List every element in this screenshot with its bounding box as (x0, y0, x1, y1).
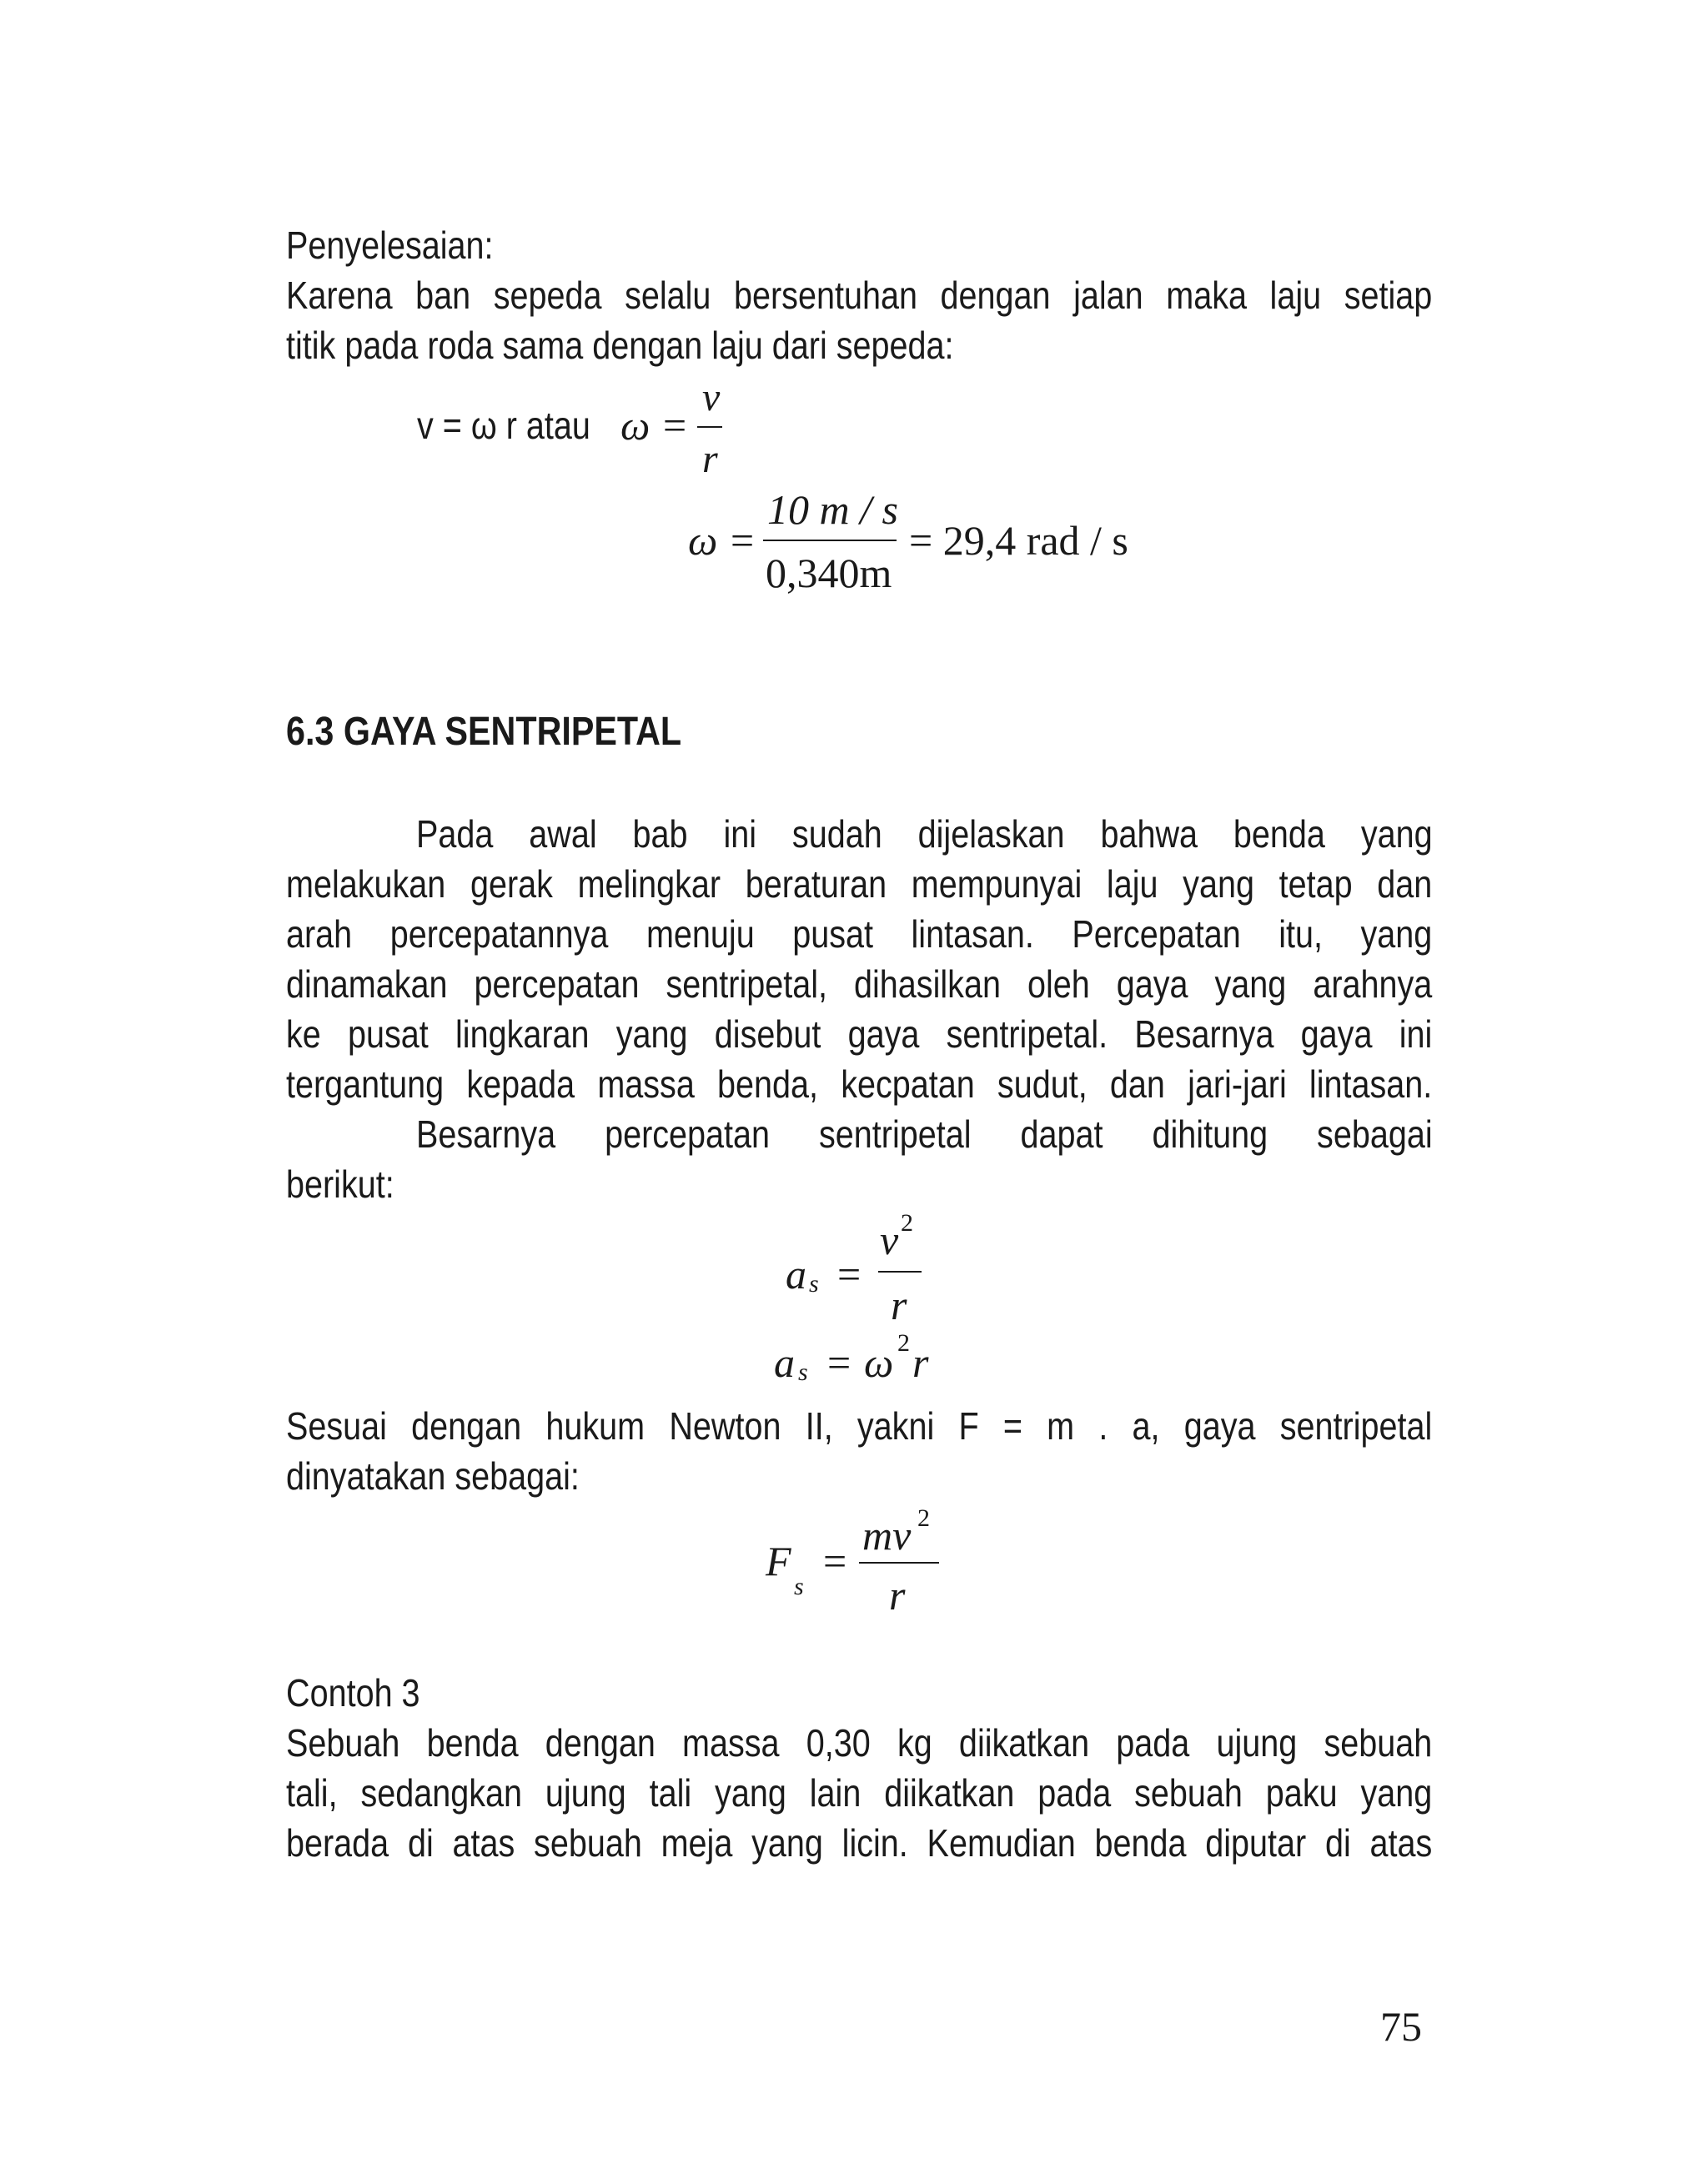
equation-3-numerator-exponent: 2 (901, 1209, 913, 1237)
solution-label: Penyelesaian: (286, 223, 494, 267)
equation-4-lhs: a (774, 1339, 795, 1386)
paragraph-line: melakukan gerak melingkar beraturan mempunyai laju yang tetap dan (286, 862, 1433, 906)
paragraph-line: tergantung kepada massa benda, kecpatan sudut, dan jari-jari lintasan. (286, 1062, 1433, 1106)
solution-text-line-1: Karena ban sepeda selalu bersentuhan dengan jalan maka laju setiap (286, 274, 1433, 317)
page-number: 75 (1380, 2003, 1422, 2050)
equation-3-denominator: r (891, 1282, 907, 1328)
equation-3-lhs: a (786, 1251, 806, 1298)
section-heading: 6.3 GAYA SENTRIPETAL (286, 710, 682, 754)
equation-5-lhs: F (766, 1538, 791, 1584)
example-title: Contoh 3 (286, 1671, 420, 1715)
equation-5-numerator-exponent: 2 (917, 1504, 930, 1532)
equation-1-fraction-bar (697, 426, 722, 428)
equation-2-result: = 29,4 rad / s (909, 517, 1128, 564)
equation-4-subscript: s (798, 1358, 808, 1386)
solution-text-line-2: titik pada roda sama dengan laju dari sepeda: (286, 324, 954, 367)
paragraph-line: Pada awal bab ini sudah dijelaskan bahwa benda yang (416, 812, 1433, 856)
equation-2-lhs: ω = (688, 517, 756, 564)
equation-5-equals: = (823, 1538, 847, 1584)
equation-4-r: r (912, 1339, 929, 1386)
equation-1-lhs: ω = (620, 402, 689, 449)
equation-3-subscript: s (809, 1270, 819, 1298)
equation-2-denominator: 0,340m (766, 550, 892, 596)
newton-text-line-1: Sesuai dengan hukum Newton II, yakni F = m . a, gaya sentripetal (286, 1404, 1433, 1448)
equation-5-subscript: s (794, 1573, 804, 1600)
paragraph-line: ke pusat lingkaran yang disebut gaya sentripetal. Besarnya gaya ini (286, 1012, 1433, 1056)
equation-1-numerator: v (702, 375, 721, 419)
equation-1-text: v = ω r atau (417, 404, 590, 447)
paragraph-line: dinamakan percepatan sentripetal, dihasilkan oleh gaya yang arahnya (286, 962, 1433, 1006)
equation-2-fraction-bar (763, 540, 897, 541)
equation-1-denominator: r (702, 437, 718, 481)
equation-4-omega: ω (864, 1339, 894, 1386)
equation-4-exponent: 2 (897, 1329, 910, 1357)
equation-2-numerator: 10 m / s (767, 486, 898, 533)
example-text-line: tali, sedangkan ujung tali yang lain diikatkan pada sebuah paku yang (286, 1771, 1433, 1815)
paragraph-line: arah percepatannya menuju pusat lintasan. Percepatan itu, yang (286, 912, 1433, 956)
paragraph-2-line-2: berikut: (286, 1162, 394, 1206)
equation-3-fraction-bar (878, 1271, 922, 1273)
equation-5-numerator: mv (862, 1512, 912, 1559)
equation-5-denominator: r (889, 1572, 906, 1619)
equation-4-equals: = (827, 1339, 851, 1386)
equation-3-numerator: v (880, 1217, 899, 1263)
equation-3-equals: = (837, 1251, 862, 1298)
newton-text-line-2: dinyatakan sebagai: (286, 1454, 580, 1498)
example-text-line: berada di atas sebuah meja yang licin. Kemudian benda diputar di atas (286, 1821, 1433, 1865)
paragraph-2-line-1: Besarnya percepatan sentripetal dapat dihitung sebagai (416, 1112, 1433, 1156)
equation-5-fraction-bar (859, 1562, 939, 1564)
example-text-line: Sebuah benda dengan massa 0,30 kg diikatkan pada ujung sebuah (286, 1721, 1433, 1765)
